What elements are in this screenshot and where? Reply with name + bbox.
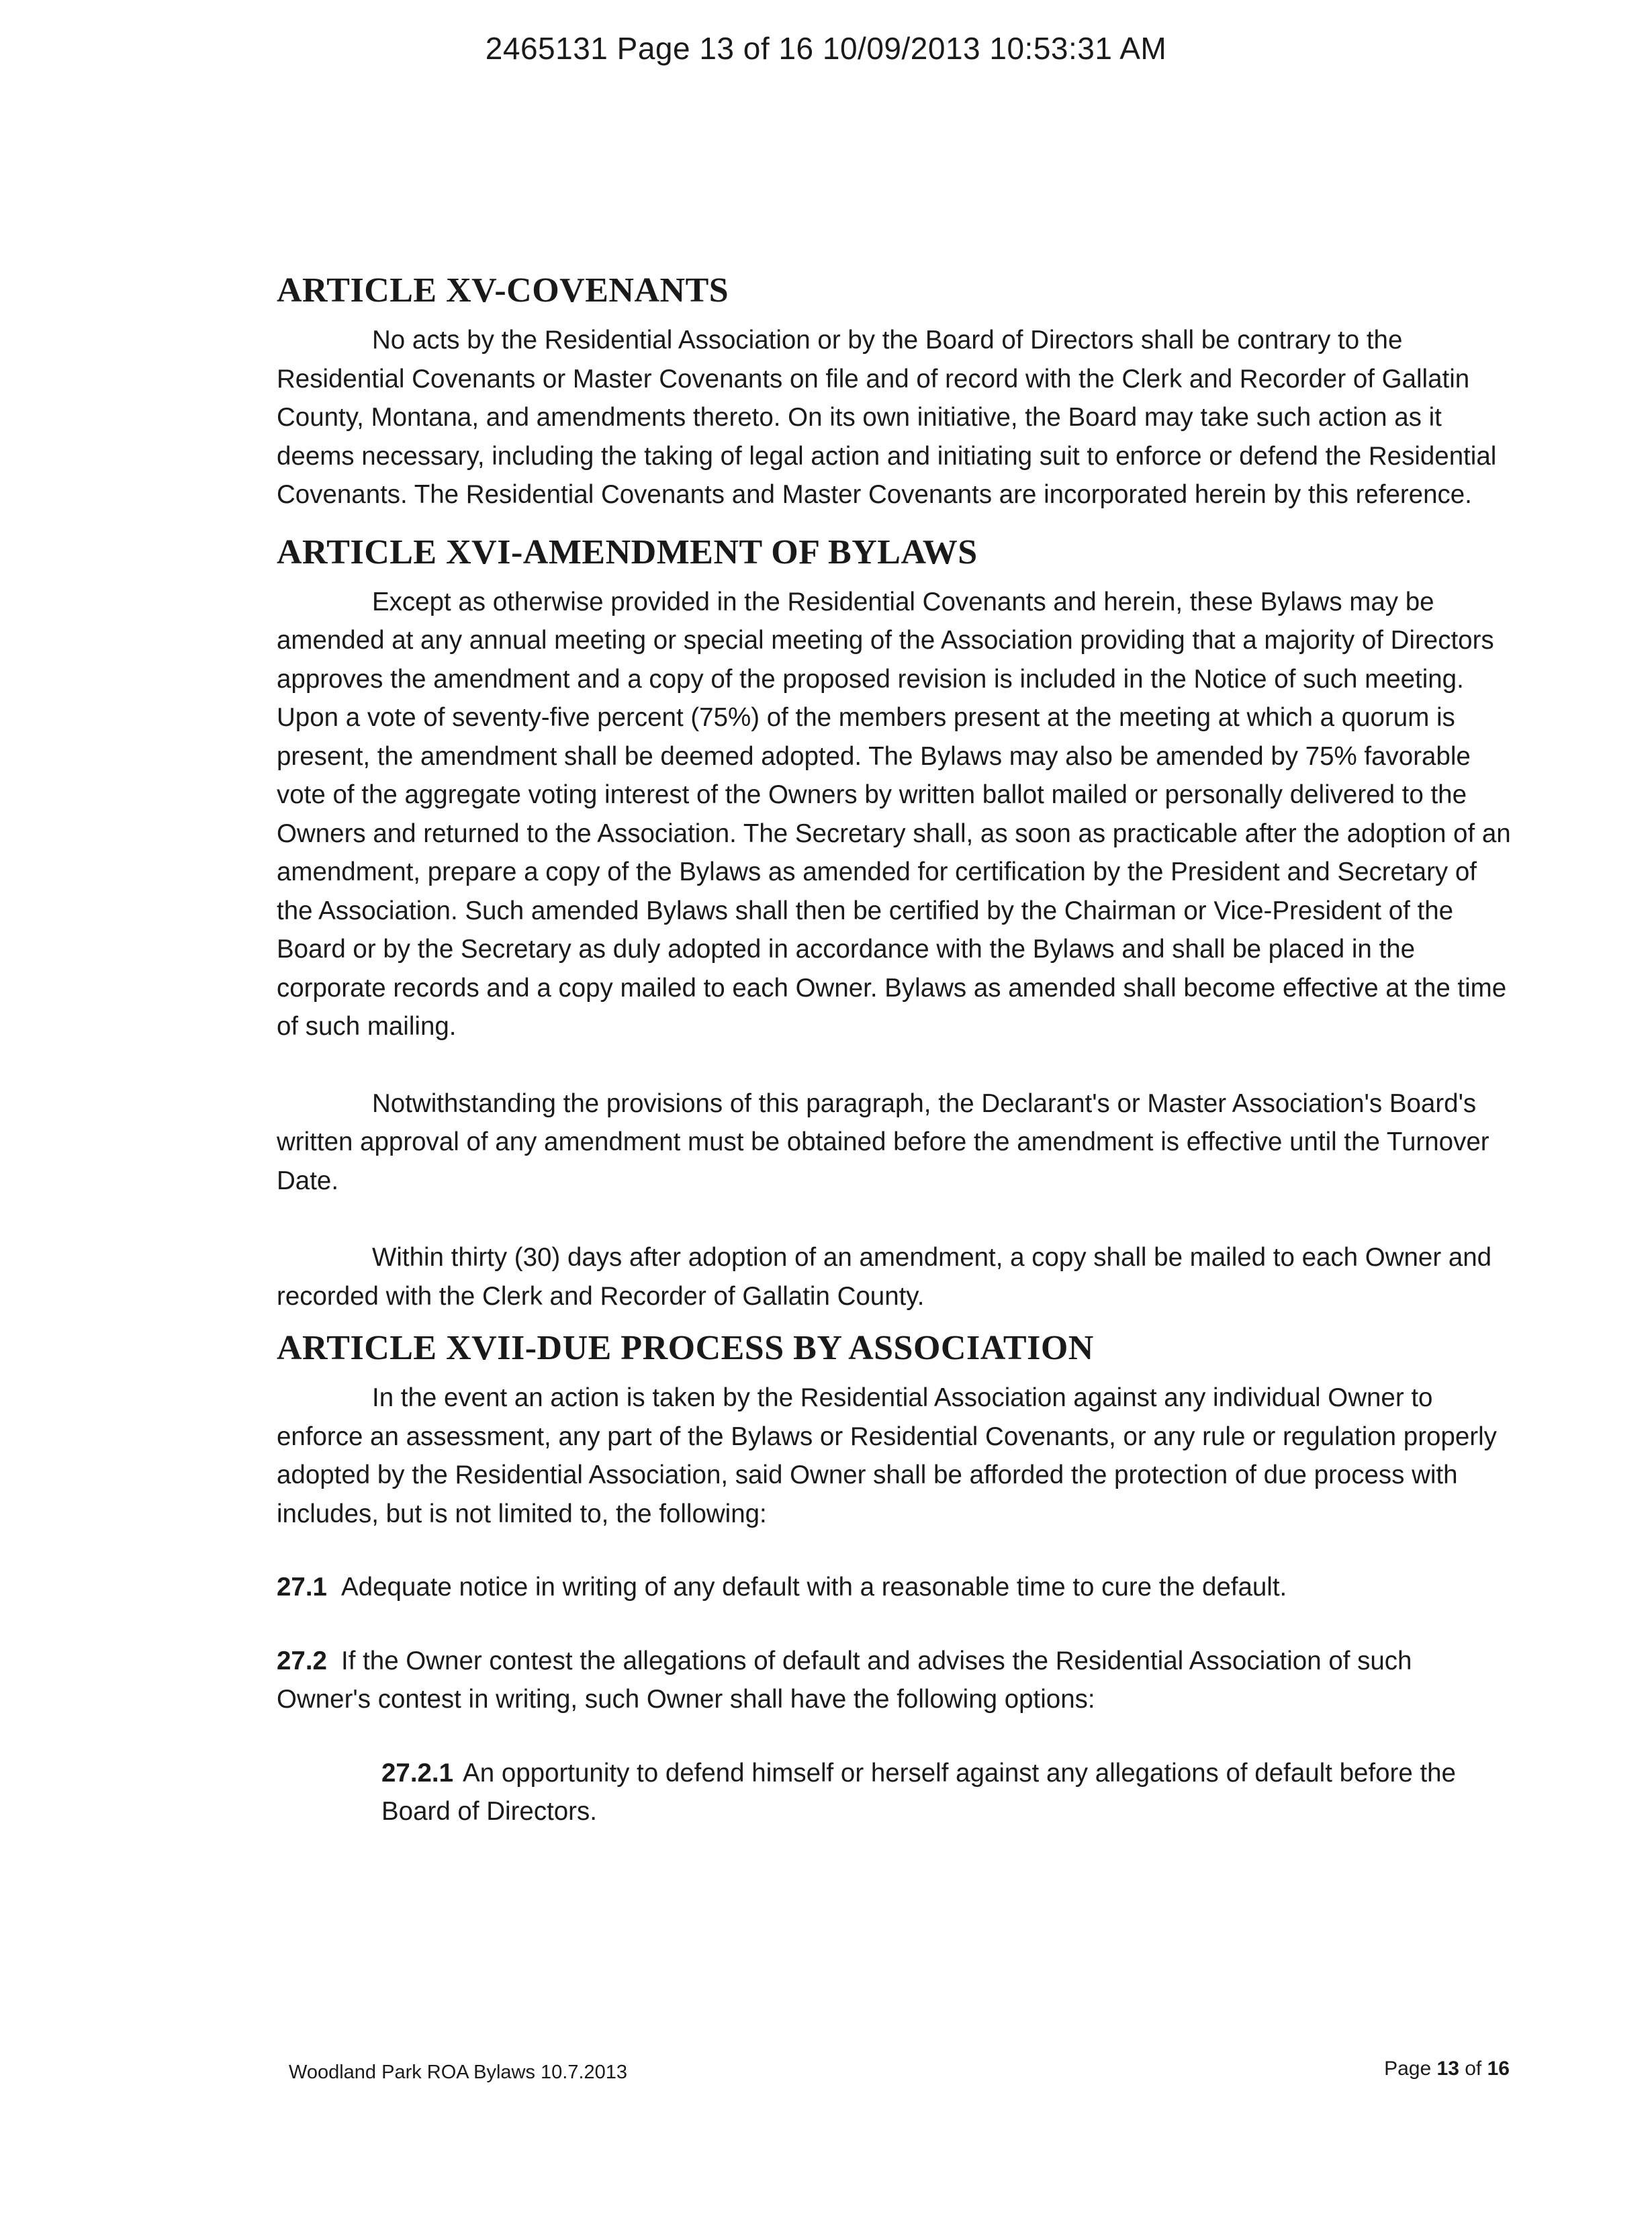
item-number: 27.1 [277, 1573, 327, 1602]
page-content [277, 267, 1512, 1831]
recording-stamp: 2465131 Page 13 of 16 10/09/2013 10:53:31 AM [485, 31, 1167, 66]
item-text: Adequate notice in writing of any default with a reasonable time to cure the default. [341, 1573, 1287, 1602]
sub-list-item [381, 1754, 1512, 1831]
item-text: If the Owner contest the allegations of default and advises the Residential Association of such Owner's contest in writing, such Owner shall have the following options: [277, 1646, 1412, 1714]
article-xvii [277, 1325, 1512, 1831]
article-xv [277, 267, 1512, 514]
subitem-text: An opportunity to defend himself or herself against any allegations of default before the Board of Directors. [381, 1758, 1456, 1826]
footer-page-total: 16 [1487, 2058, 1510, 2080]
footer-page-number [1384, 2049, 1510, 2088]
article-xvi [277, 529, 1512, 1316]
article-xvi-body-3: Within thirty (30) days after adoption of an amendment, a copy shall be mailed to each Owner and recorded with the Clerk and Recorder of Gallatin County. [277, 1243, 1492, 1311]
article-xvi-body-2: Notwithstanding the provisions of this paragraph, the Declarant's or Master Association's Board's written approval of any amendment must be obtained before the amendment is effective until the Turnover Date. [277, 1089, 1489, 1195]
article-xvii-heading: ARTICLE XVII-DUE PROCESS BY ASSOCIATION [277, 1329, 1094, 1367]
article-xv-body: No acts by the Residential Association or by the Board of Directors shall be contrary to the Residential Covenants or Master Covenants on file and of record with the Clerk and Recorder of Gallatin County, Montana, and amendments thereto. On its own initiative, the Board may take such action as it deems necessary, including the taking of legal action and initiating suit to enforce or defend the Residential Covenants. The Residential Covenants and Master Covenants are incorporated herein by this reference. [277, 326, 1497, 509]
list-item [277, 1568, 1512, 1607]
item-number: 27.2 [277, 1646, 327, 1675]
article-xvi-body-1: Except as otherwise provided in the Residential Covenants and herein, these Bylaws may be amended at any annual meeting or special meeting of the Association providing that a majority of Directors approves the amendment and a copy of the proposed revision is included in the Notice of such meeting. Upon a vote of seventy-five percent (75%) of the members present at the meeting at which a quorum is present, the amendment shall be deemed adopted. The Bylaws may also be amended by 75% favorable vote of the aggregate voting interest of the Owners by written ballot mailed or personally delivered to the Owners and returned to the Association. The Secretary shall, as soon as practicable after the adoption of an amendment, prepare a copy of the Bylaws as amended for certification by the President and Secretary of the Association. Such amended Bylaws shall then be certified by the Chairman or Vice-President of the Board or by the Secretary as duly adopted in accordance with the Bylaws and shall be placed in the corporate records and a copy mailed to each Owner. Bylaws as amended shall become effective at the time of such mailing. [277, 587, 1511, 1041]
article-xvi-heading: ARTICLE XVI-AMENDMENT OF BYLAWS [277, 533, 978, 571]
footer-page-current: 13 [1436, 2058, 1459, 2080]
subitem-number: 27.2.1 [381, 1758, 454, 1788]
footer-page-prefix: Page [1384, 2058, 1432, 2080]
list-item [277, 1642, 1512, 1719]
article-xv-heading: ARTICLE XV-COVENANTS [277, 271, 729, 310]
footer-page-of: of [1465, 2058, 1482, 2080]
article-xvii-body: In the event an action is taken by the Residential Association against any individual Owner to enforce an assessment, any part of the Bylaws or Residential Covenants, or any rule or regulation properly adopted by the Residential Association, said Owner shall be afforded the protection of due process with includes, but is not limited to, the following: [277, 1383, 1497, 1528]
footer-document-title: Woodland Park ROA Bylaws 10.7.2013 [289, 2062, 628, 2083]
